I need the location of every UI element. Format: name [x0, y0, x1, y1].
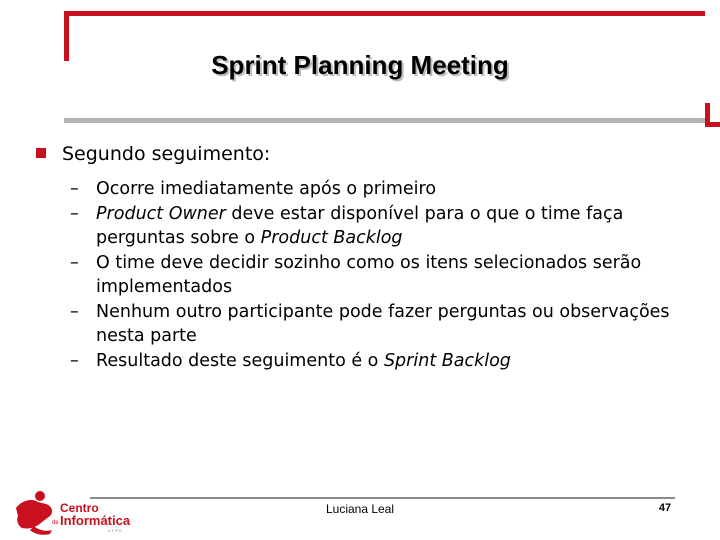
sub-bullet-text: Resultado deste seguimento é o	[96, 350, 384, 371]
slide-title: Sprint Planning Meeting	[211, 50, 509, 80]
logo-line3: U F P E	[108, 528, 122, 533]
sub-bullet-item	[70, 251, 706, 300]
footer-rule	[90, 497, 675, 499]
sub-bullet-item	[70, 349, 706, 374]
sub-bullet-item	[70, 202, 706, 251]
top-red-rule	[64, 11, 705, 16]
dash-bullet-icon: –	[70, 203, 79, 224]
main-bullet-text: Segundo seguimento:	[62, 143, 271, 165]
sub-bullet-text: Product Backlog	[260, 228, 403, 248]
logo-line1: Centro	[60, 501, 99, 515]
dash-bullet-icon: –	[70, 350, 79, 371]
main-bullet	[36, 143, 706, 165]
sub-bullet-list	[36, 177, 706, 373]
dash-bullet-icon: –	[70, 179, 79, 199]
centro-de-informatica-logo	[12, 486, 142, 536]
sub-bullet-text: Nenhum outro participante pode fazer perguntas ou observações nesta parte	[96, 301, 670, 346]
sub-bullet-item	[70, 177, 706, 202]
right-red-tick	[705, 122, 720, 127]
sub-bullet-item	[70, 300, 706, 349]
title-underline	[64, 118, 705, 123]
footer-author: Luciana Leal	[325, 502, 395, 516]
sub-bullet-text: Ocorre imediatamente após o primeiro	[96, 179, 437, 199]
page-number: 47	[658, 502, 672, 514]
sub-bullet-text: deve estar disponível para o que o time faça perguntas sobre o	[96, 203, 624, 248]
square-bullet-icon	[36, 148, 46, 158]
slide-body	[36, 143, 706, 373]
sub-bullet-text: Sprint Backlog	[383, 350, 511, 371]
sub-bullet-text: Product Owner	[96, 203, 226, 224]
logo-line2-prefix: de	[52, 520, 59, 526]
sub-bullet-text: O time deve decidir sozinho como os itens selecionados serão implementados	[96, 252, 642, 297]
left-red-rule	[64, 11, 69, 61]
logo-line2: Informática	[60, 513, 131, 528]
dash-bullet-icon: –	[70, 252, 79, 273]
logo-mascot-icon	[16, 491, 52, 535]
dash-bullet-icon: –	[70, 301, 79, 322]
